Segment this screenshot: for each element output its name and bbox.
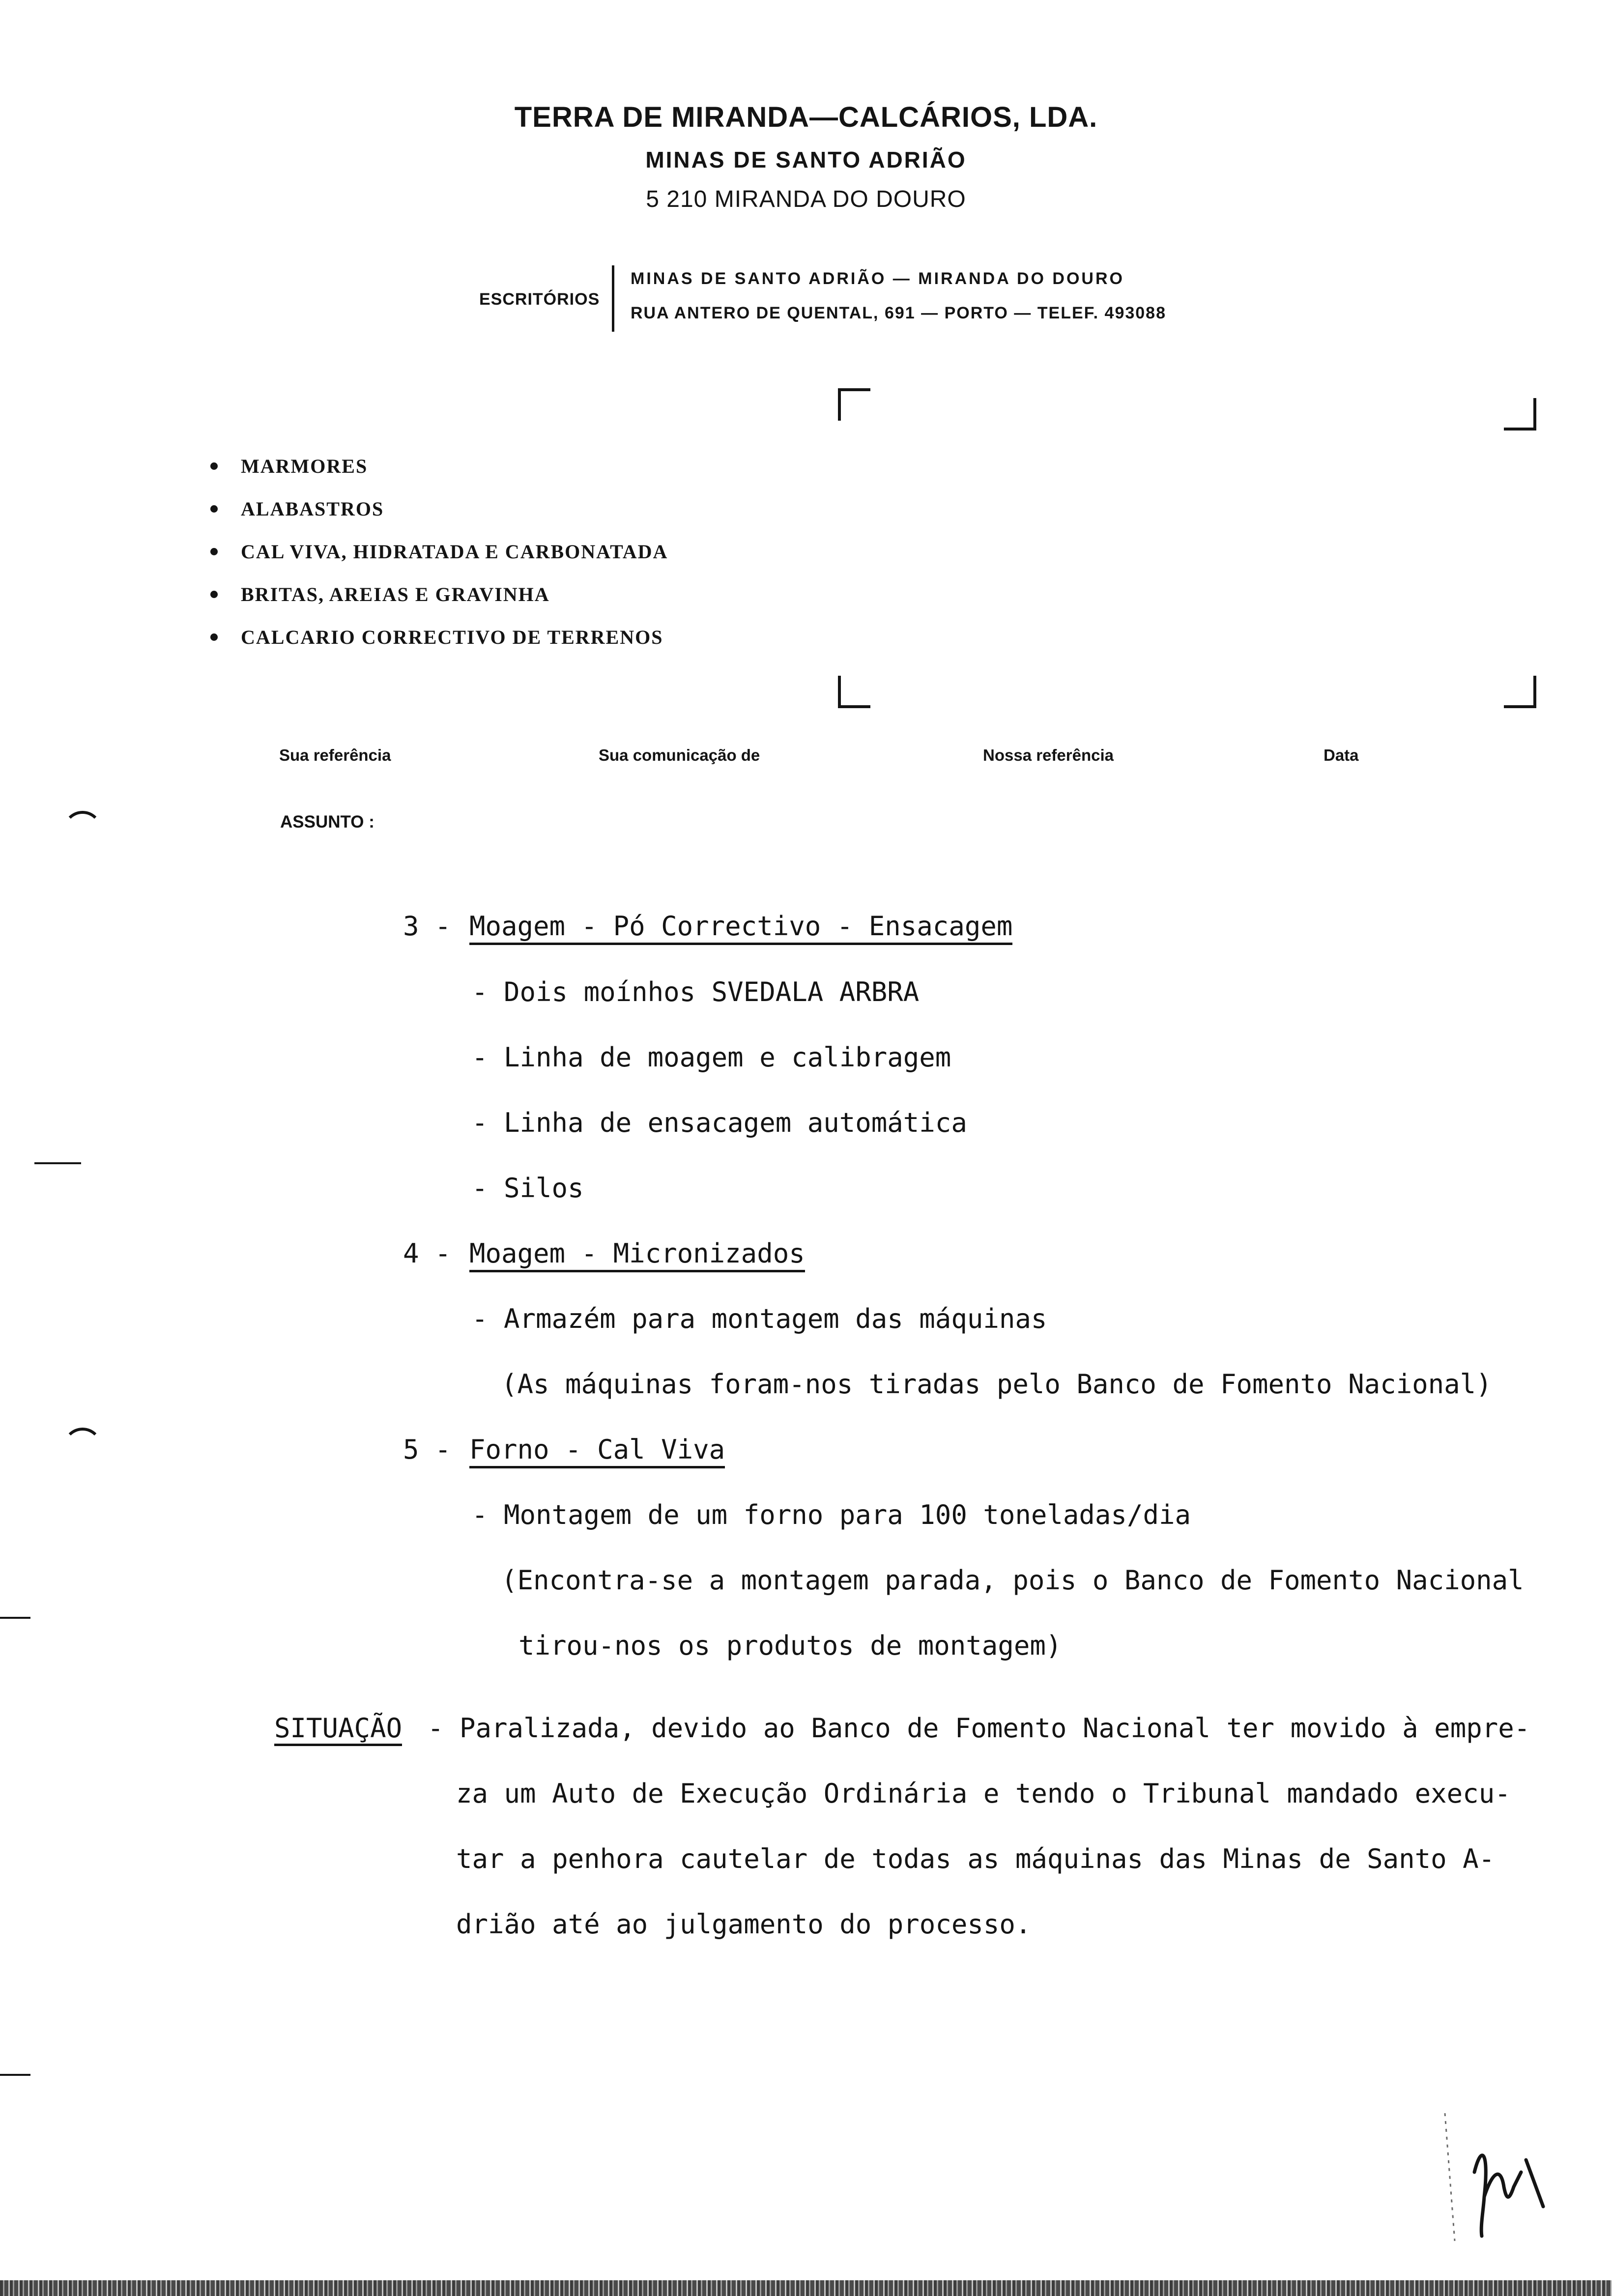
section-item: - Linha de ensacagem automática [472, 1107, 967, 1138]
punch-hole-mark [63, 811, 102, 850]
section-heading: Moagem - Micronizados [469, 1240, 805, 1272]
section-number: 4 - [403, 1238, 451, 1269]
your-reference-label: Sua referência [279, 746, 391, 764]
your-communication-label: Sua comunicação de [599, 746, 760, 764]
fold-mark [34, 1162, 81, 1164]
address-window-corner-bottom-right [1504, 676, 1536, 708]
situation-label: SITUAÇÃO [274, 1715, 402, 1746]
mine-name: MINAS DE SANTO ADRIÃO [645, 147, 967, 172]
situation-line: tar a penhora cautelar de todas as máquinas das Minas de Santo A- [456, 1843, 1495, 1874]
section-note-continued: tirou-nos os produtos de montagem) [518, 1630, 1062, 1661]
section-item: - Armazém para montagem das máquinas [472, 1303, 1047, 1334]
fold-mark [0, 2074, 30, 2076]
address-window-corner-top-right [1504, 398, 1536, 430]
punch-hole-mark [63, 1428, 102, 1467]
section-number: 3 - [403, 911, 451, 942]
situation-line: - Paralizada, devido ao Banco de Fomento Nacional ter movido à empre- [428, 1713, 1530, 1744]
section-item: - Montagem de um forno para 100 toneladas/dia [472, 1499, 1191, 1530]
date-label: Data [1324, 746, 1359, 764]
section-heading: Forno - Cal Viva [469, 1436, 725, 1468]
office-address-porto: RUA ANTERO DE QUENTAL, 691 — PORTO — TELEF. 493088 [631, 304, 1166, 322]
offices-label: ESCRITÓRIOS [479, 290, 600, 309]
address-window-corner-top-left [838, 388, 870, 421]
section-number: 5 - [403, 1434, 451, 1465]
section-item: - Dois moínhos SVEDALA ARBRA [472, 976, 920, 1007]
product-item: BRITAS, AREIAS E GRAVINHA [206, 583, 668, 626]
signature-initials [1435, 2113, 1563, 2261]
subject-label: ASSUNTO : [280, 812, 374, 832]
office-address-mine: MINAS DE SANTO ADRIÃO — MIRANDA DO DOURO [631, 269, 1124, 288]
scan-edge-noise [0, 2280, 1612, 2296]
section-item: - Linha de moagem e calibragem [472, 1042, 951, 1073]
section-note: (As máquinas foram-nos tiradas pelo Banco de Fomento Nacional) [501, 1369, 1492, 1400]
offices-divider [612, 265, 614, 332]
address-window-corner-bottom-left [838, 676, 870, 708]
company-name: TERRA DE MIRANDA—CALCÁRIOS, LDA. [514, 101, 1098, 133]
product-item: CALCARIO CORRECTIVO DE TERRENOS [206, 626, 668, 668]
situation-line: za um Auto de Execução Ordinária e tendo o Tribunal mandado execu- [456, 1778, 1511, 1809]
section-note: (Encontra-se a montagem parada, pois o Banco de Fomento Nacional [501, 1565, 1524, 1596]
bullet-icon [210, 548, 218, 555]
product-item: ALABASTROS [206, 497, 668, 540]
bullet-icon [210, 505, 218, 513]
bullet-icon [210, 462, 218, 470]
section-item: - Silos [472, 1173, 584, 1204]
product-list [206, 455, 668, 668]
bullet-icon [210, 591, 218, 598]
product-item: CAL VIVA, HIDRATADA E CARBONATADA [206, 540, 668, 583]
fold-mark [0, 1617, 30, 1619]
product-item: MARMORES [206, 455, 668, 497]
bullet-icon [210, 633, 218, 641]
section-heading: Moagem - Pó Correctivo - Ensacagem [469, 913, 1012, 945]
situation-line: drião até ao julgamento do processo. [456, 1909, 1032, 1940]
town-address: 5 210 MIRANDA DO DOURO [646, 186, 966, 212]
our-reference-label: Nossa referência [983, 746, 1114, 764]
